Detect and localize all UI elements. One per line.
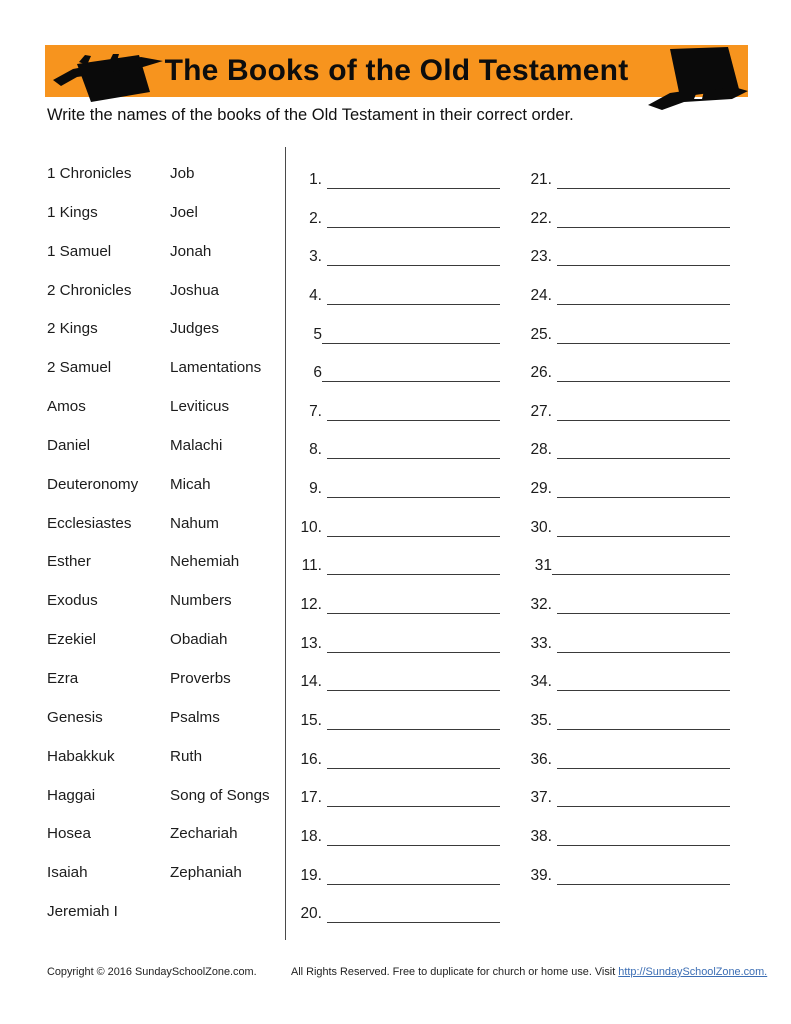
instruction-text: Write the names of the books of the Old Testament in their correct order.	[47, 106, 574, 124]
book-name: Deuteronomy	[47, 475, 139, 493]
answer-blank-number: 26.	[530, 364, 552, 382]
answer-blank-number: 24.	[530, 286, 552, 304]
book-name: 2 Chronicles	[47, 281, 132, 299]
book-name: Psalms	[170, 708, 220, 726]
book-name: 2 Kings	[47, 320, 98, 338]
answer-blank-row	[526, 551, 730, 590]
answer-blank-line[interactable]	[552, 551, 730, 575]
book-name: 1 Kings	[47, 203, 98, 221]
answer-blank-row	[526, 281, 730, 320]
answer-blank-line[interactable]	[327, 861, 500, 885]
answer-blank-number: 11.	[301, 557, 322, 575]
book-name: Isaiah	[47, 864, 88, 882]
book-name: Zephaniah	[170, 864, 242, 882]
answer-blank-number: 8.	[309, 441, 322, 459]
answer-blank-line[interactable]	[327, 745, 500, 769]
answer-blank-number: 33.	[530, 634, 552, 652]
answer-blank-row	[526, 513, 730, 552]
book-name: Ecclesiastes	[47, 514, 132, 532]
answer-column-1	[296, 165, 500, 938]
answer-blank-line[interactable]	[557, 783, 730, 807]
answer-blank-number: 35.	[530, 711, 552, 729]
answer-blank-row	[526, 822, 730, 861]
answer-blank-line[interactable]	[557, 281, 730, 305]
answer-blank-line[interactable]	[327, 474, 500, 498]
book-name: 2 Samuel	[47, 359, 112, 377]
answer-blank-line[interactable]	[327, 783, 500, 807]
book-name: Amos	[47, 398, 86, 416]
answer-blank-row	[296, 551, 500, 590]
title-banner	[45, 45, 748, 97]
answer-blank-row	[296, 590, 500, 629]
answer-blank-row	[526, 629, 730, 668]
answer-blank-number: 12.	[300, 596, 322, 614]
answer-blank-row	[296, 667, 500, 706]
answer-blank-line[interactable]	[327, 590, 500, 614]
answer-blank-row	[296, 204, 500, 243]
answer-blank-row	[526, 590, 730, 629]
answer-blank-number: 9.	[309, 480, 322, 498]
answer-blank-number: 22.	[530, 209, 552, 227]
answer-blank-line[interactable]	[557, 513, 730, 537]
answer-blank-line[interactable]	[327, 706, 500, 730]
answer-blank-row	[526, 667, 730, 706]
footer-rights	[291, 966, 767, 978]
answer-blank-number: 16.	[300, 750, 322, 768]
answer-blank-row	[526, 783, 730, 822]
answer-blank-number: 18.	[300, 827, 322, 845]
answer-blank-number: 37.	[530, 789, 552, 807]
answer-blank-number: 32.	[530, 596, 552, 614]
answer-blank-number: 23.	[530, 248, 552, 266]
answer-blank-number: 34.	[530, 673, 552, 691]
footer-copyright: Copyright © 2016 SundaySchoolZone.com.	[47, 966, 257, 978]
answer-blank-row	[526, 435, 730, 474]
answer-blank-row	[296, 822, 500, 861]
answer-blank-line[interactable]	[557, 706, 730, 730]
answer-blank-line[interactable]	[557, 358, 730, 382]
answer-blank-number: 29.	[530, 480, 552, 498]
answer-blank-line[interactable]	[327, 513, 500, 537]
answer-blank-row	[296, 513, 500, 552]
answer-blank-number: 31	[534, 557, 552, 575]
answer-blank-line[interactable]	[557, 745, 730, 769]
answer-blank-line[interactable]	[557, 320, 730, 344]
answer-blank-line[interactable]	[557, 861, 730, 885]
answer-blank-line[interactable]	[322, 320, 500, 344]
answer-blank-line[interactable]	[327, 667, 500, 691]
answer-blank-row	[526, 204, 730, 243]
book-name: Judges	[170, 320, 219, 338]
book-name: Proverbs	[170, 669, 231, 687]
answer-blank-line[interactable]	[327, 899, 500, 923]
footer-rights-text: All Rights Reserved. Free to duplicate for church or home use. Visit	[291, 966, 619, 978]
answer-blank-line[interactable]	[557, 667, 730, 691]
book-name: Jeremiah I	[47, 903, 118, 921]
answer-blank-row	[526, 242, 730, 281]
answer-blank-line[interactable]	[557, 590, 730, 614]
word-bank-column-1	[47, 164, 167, 941]
answer-blank-row	[296, 629, 500, 668]
answer-blank-row	[296, 706, 500, 745]
answer-blank-line[interactable]	[327, 281, 500, 305]
book-name: Joel	[170, 203, 198, 221]
answer-blank-row	[526, 358, 730, 397]
book-name: Nehemiah	[170, 553, 240, 571]
answer-blank-number: 14.	[300, 673, 322, 691]
book-name: Leviticus	[170, 398, 230, 416]
answer-blank-number: 19.	[300, 866, 322, 884]
book-name: Malachi	[170, 436, 223, 454]
answer-blank-line[interactable]	[327, 204, 500, 228]
answer-blank-number: 17.	[300, 789, 322, 807]
book-name: Jonah	[170, 242, 212, 260]
answer-blank-row	[296, 358, 500, 397]
answer-blank-row	[296, 435, 500, 474]
answer-blank-number: 3.	[309, 248, 322, 266]
answer-blank-line[interactable]	[327, 242, 500, 266]
answer-blank-row	[296, 281, 500, 320]
book-name: Numbers	[170, 592, 232, 610]
answer-blank-line[interactable]	[557, 474, 730, 498]
answer-blank-number: 38.	[530, 827, 552, 845]
book-name: Haggai	[47, 786, 96, 804]
answer-blank-line[interactable]	[557, 822, 730, 846]
answer-blank-line[interactable]	[327, 165, 500, 189]
answer-blank-row	[526, 474, 730, 513]
book-name: Hosea	[47, 825, 91, 843]
answer-blank-number: 6	[313, 364, 322, 382]
footer-website-link[interactable]: http://SundaySchoolZone.com.	[618, 966, 768, 978]
answer-blank-number: 7.	[309, 402, 322, 420]
answer-blank-row	[296, 320, 500, 359]
answer-blank-row	[526, 745, 730, 784]
book-name: Micah	[170, 475, 211, 493]
answer-blank-row	[526, 165, 730, 204]
answer-blank-row	[296, 861, 500, 900]
answer-blank-number: 2.	[309, 209, 322, 227]
book-name: Genesis	[47, 708, 103, 726]
answer-blank-line[interactable]	[557, 435, 730, 459]
answer-blank-number: 20.	[300, 905, 322, 923]
book-name: 1 Samuel	[47, 242, 112, 260]
answer-blank-line[interactable]	[557, 165, 730, 189]
scroll-icon	[51, 48, 163, 106]
answer-blank-number: 27.	[530, 402, 552, 420]
book-name: 1 Chronicles	[47, 165, 132, 182]
answer-blank-line[interactable]	[327, 551, 500, 575]
word-bank-column-2	[170, 164, 290, 902]
answer-blank-number: 36.	[530, 750, 552, 768]
answer-blank-number: 28.	[530, 441, 552, 459]
answer-blank-line[interactable]	[557, 242, 730, 266]
answer-blank-row	[296, 783, 500, 822]
answer-blank-number: 1.	[309, 171, 322, 188]
book-name: Job	[170, 165, 195, 182]
book-name: Lamentations	[170, 359, 262, 377]
answer-blank-row	[296, 242, 500, 281]
book-name: Ruth	[170, 747, 203, 765]
answer-blank-line[interactable]	[327, 629, 500, 653]
answer-blank-line[interactable]	[327, 397, 500, 421]
answer-blank-row	[296, 165, 500, 204]
answer-blank-row	[526, 861, 730, 900]
answer-blank-row	[296, 397, 500, 436]
answer-blank-number: 21.	[530, 171, 552, 188]
answer-blank-number: 25.	[530, 325, 552, 343]
book-name: Zechariah	[170, 825, 238, 843]
vertical-divider	[285, 147, 286, 940]
answer-blank-row	[526, 397, 730, 436]
answer-blank-number: 30.	[530, 518, 552, 536]
book-name: Exodus	[47, 592, 98, 610]
answer-blank-line[interactable]	[557, 397, 730, 421]
answer-blank-number: 13.	[300, 634, 322, 652]
answer-blank-line[interactable]	[327, 822, 500, 846]
answer-blank-row	[296, 899, 500, 938]
answer-blank-number: 4.	[309, 286, 322, 304]
book-name: Nahum	[170, 514, 219, 532]
answer-blank-number: 15.	[300, 711, 322, 729]
book-name: Esther	[47, 553, 91, 571]
answer-blank-number: 10.	[300, 518, 322, 536]
book-name: Ezra	[47, 669, 79, 687]
answer-blank-row	[296, 745, 500, 784]
book-name: Daniel	[47, 436, 91, 454]
page-title: The Books of the Old Testament	[164, 54, 629, 87]
answer-blank-row	[526, 706, 730, 745]
book-name: Habakkuk	[47, 747, 115, 765]
answer-blank-line[interactable]	[322, 358, 500, 382]
book-name: Song of Songs	[170, 786, 270, 804]
book-name: Joshua	[170, 281, 219, 299]
scroll-icon	[646, 47, 748, 111]
book-name: Ezekiel	[47, 631, 96, 649]
book-name: Obadiah	[170, 631, 228, 649]
answer-blank-line[interactable]	[557, 629, 730, 653]
answer-blank-number: 39.	[530, 866, 552, 884]
answer-blank-number: 5	[313, 325, 322, 343]
answer-blank-line[interactable]	[557, 204, 730, 228]
answer-blank-line[interactable]	[327, 435, 500, 459]
answer-blank-row	[526, 320, 730, 359]
answer-column-2	[526, 165, 730, 899]
answer-blank-row	[296, 474, 500, 513]
